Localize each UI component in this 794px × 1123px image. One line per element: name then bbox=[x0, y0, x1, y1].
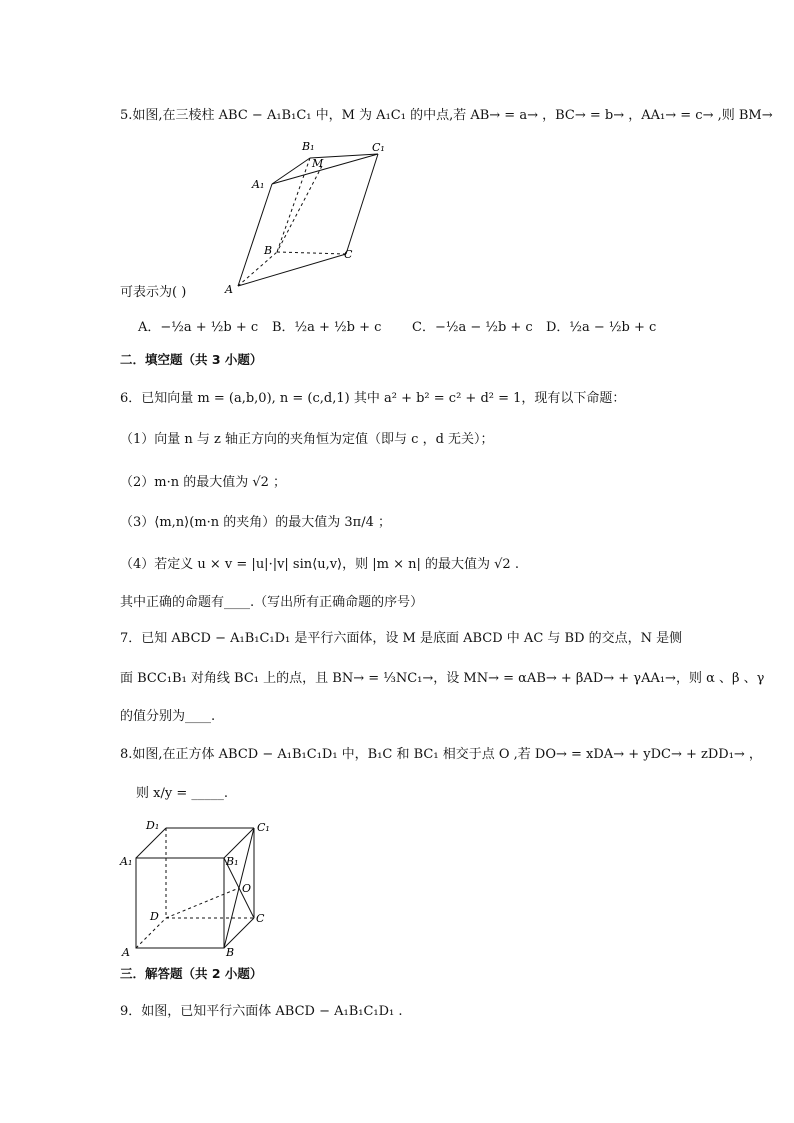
label-A1: A₁ bbox=[120, 855, 133, 868]
label-C: C bbox=[256, 912, 265, 925]
q7-line-1: 7．已知 ABCD − A₁B₁C₁D₁ 是平行六面体，设 M 是底面 ABCD 中 AC 与 BD 的交点，N 是侧 bbox=[120, 631, 683, 646]
label-A: A bbox=[225, 283, 233, 296]
q6-item-3: （3）⟨m,n⟩(m·n 的夹角）的最大值为 3π/4 ； bbox=[120, 515, 392, 530]
cube-figure bbox=[118, 816, 278, 960]
q9-stem: 9．如图，已知平行六面体 ABCD − A₁B₁C₁D₁ . bbox=[120, 1004, 403, 1019]
label-B: B bbox=[264, 244, 273, 257]
label-C1: C₁ bbox=[372, 141, 385, 154]
label-C: C bbox=[344, 248, 353, 261]
q5-option-d: D．½a − ½b + c bbox=[546, 320, 657, 335]
q8-line-2: 则 x/y = _____. bbox=[136, 786, 228, 801]
q7-line-3: 的值分别为____. bbox=[120, 709, 216, 724]
label-A: A bbox=[122, 946, 130, 959]
section-heading-answer: 三．解答题（共 2 小题） bbox=[120, 966, 263, 981]
label-B: B bbox=[226, 946, 235, 959]
q5-stem-cont: 可表示为( ) bbox=[120, 285, 187, 300]
q5-option-a: A．−½a + ½b + c bbox=[138, 320, 259, 335]
q6-item-1: （1）向量 n 与 z 轴正方向的夹角恒为定值（即与 c ，d 无关）； bbox=[120, 432, 494, 447]
q6-stem: 6．已知向量 m = (a,b,0), n = (c,d,1) 其中 a² + b² = c² + d² = 1，现有以下命题： bbox=[120, 391, 626, 406]
q5-stem: 5.如图,在三棱柱 ABC − A₁B₁C₁ 中，M 为 A₁C₁ 的中点,若 AB→ = a→ ，BC→ = b→ ，AA₁→ = c→ ,则 BM→ bbox=[120, 108, 773, 123]
section-heading-fill-blank: 二．填空题（共 3 小题） bbox=[120, 352, 263, 367]
q6-ask: 其中正确的命题有____.（写出所有正确命题的序号） bbox=[120, 595, 424, 610]
label-C1: C₁ bbox=[257, 821, 270, 834]
label-D1: D₁ bbox=[146, 819, 160, 832]
q8-line-1: 8.如图,在正方体 ABCD − A₁B₁C₁D₁ 中，B₁C 和 BC₁ 相交于点 O ,若 DO→ = xDA→ + yDC→ + zDD₁→ ， bbox=[120, 747, 762, 762]
label-B1: B₁ bbox=[226, 855, 239, 868]
q6-item-4: （4）若定义 u × v = |u|·|v| sin⟨u,v⟩，则 |m × n| 的最大值为 √2 . bbox=[120, 557, 519, 572]
q7-line-2: 面 BCC₁B₁ 对角线 BC₁ 上的点，且 BN→ = ⅓NC₁→，设 MN→ = αAB→ + βAD→ + γAA₁→，则 α 、β 、γ bbox=[120, 671, 765, 686]
label-A1: A₁ bbox=[252, 178, 265, 191]
label-D: D bbox=[150, 910, 159, 923]
label-O: O bbox=[242, 882, 252, 895]
q6-item-2: （2）m·n 的最大值为 √2 ； bbox=[120, 475, 287, 490]
label-B1: B₁ bbox=[302, 140, 315, 153]
prism-figure bbox=[222, 136, 402, 296]
label-M: M bbox=[312, 157, 324, 170]
q5-option-c: C．−½a − ½b + c bbox=[412, 320, 533, 335]
q5-option-b: B．½a + ½b + c bbox=[272, 320, 382, 335]
